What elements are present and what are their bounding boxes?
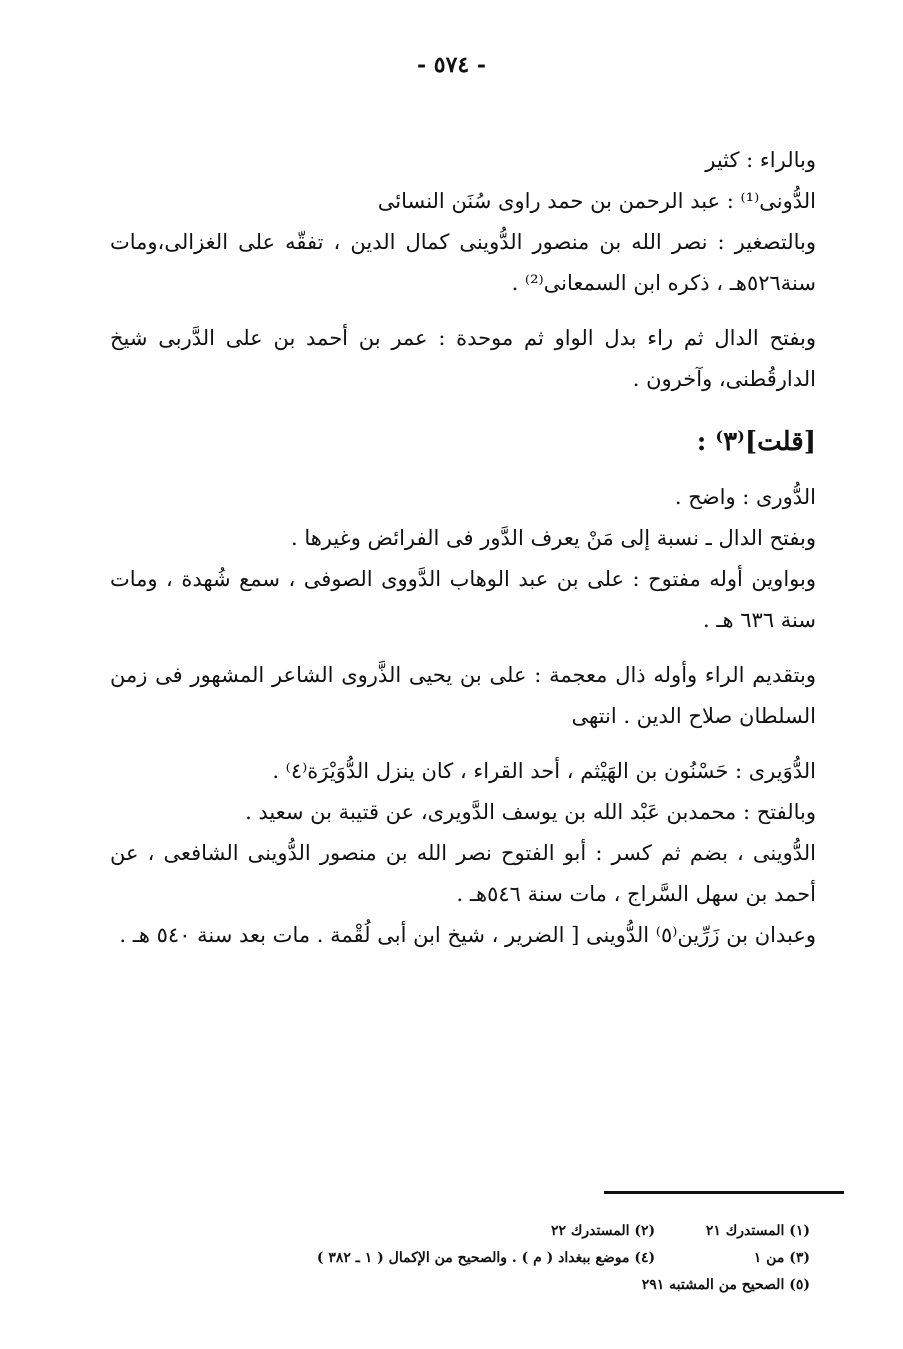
paragraph-nisba-dawr: وبفتح الدال ـ نسبة إلى مَنْ يعرف الدَّور فى الفرائض وغيرها . — [290, 526, 816, 550]
paragraph-wawayn: وبواوين أوله مفتوح : على بن عبد الوهاب الدَّووى الصوفى ، سمع شُهدة ، ومات سنة ٦٣٦ هـ . — [110, 567, 816, 632]
footnote-line — [110, 1218, 810, 1245]
footnote-3: (٣) من ١ — [753, 1250, 810, 1266]
footnote-divider — [604, 1191, 844, 1194]
paragraph-abdan: وعبدان بن زَرِّين⁽٥⁾ الدُّوينى [ الضرير ، شيخ ابن أبى لُقْمة . مات بعد سنة ٥٤٠ هـ . — [119, 923, 816, 947]
footnote-line — [110, 1272, 810, 1299]
paragraph-al-duni: الدُّونى⁽¹⁾ : عبد الرحمن بن حمد راوى سُنَن النسائى — [377, 189, 816, 213]
paragraph-al-duwini: الدُّوينى ، بضم ثم كسر : أبو الفتوح نصر الله بن منصور الدُّوينى الشافعى ، عن أحمد بن سهل السَّراج ، مات سنة ٥٤٦هـ . — [110, 841, 816, 906]
paragraph-bil-fath: وبالفتح : محمدبن عَبْد الله بن يوسف الدَّويرى، عن قتيبة بن سعيد . — [245, 800, 816, 824]
paragraph-taqdim-raa: وبتقديم الراء وأوله ذال معجمة : على بن يحيى الذَّروى الشاعر المشهور فى زمن السلطان صلاح الدين . انتهى — [110, 663, 816, 728]
footnotes — [110, 1218, 810, 1299]
main-text — [110, 140, 830, 956]
footnote-4: (٤) موضع ببغداد ( م ) . والصحيح من الإكمال ( ١ ـ ٣٨٢ ) — [316, 1250, 656, 1266]
footnote-1: (١) المستدرك ٢١ — [705, 1223, 810, 1239]
paragraph-al-duwayri: الدُّوَيرى : حَسْنُون بن الهَيْثم ، أحد القراء ، كان ينزل الدُّوَيْرَة⁽٤⁾ . — [272, 759, 816, 783]
paragraph-bil-raa: وبالراء : كثير — [705, 148, 816, 172]
footnote-2: (٢) المستدرك ٢٢ — [550, 1223, 656, 1239]
section-heading-qult: [قلت]⁽٣⁾ : — [696, 427, 816, 457]
page-number: - ٥٧٤ - — [416, 52, 487, 78]
paragraph-tasghir: وبالتصغير : نصر الله بن منصور الدُّوينى كمال الدين ، تفقّه على الغزالى،ومات سنة٥٢٦هـ ، ذكره ابن السمعانى⁽²⁾ . — [110, 230, 816, 295]
paragraph-fath-al-dal: وبفتح الدال ثم راء بدل الواو ثم موحدة : عمر بن أحمد بن على الدَّربى شيخ الدارقُطنى، وآخرون . — [110, 326, 816, 391]
paragraph-al-duri: الدُّورى : واضح . — [674, 485, 816, 509]
footnote-line — [110, 1245, 810, 1272]
footnote-5: (٥) الصحيح من المشتبه ٢٩١ — [641, 1277, 810, 1293]
